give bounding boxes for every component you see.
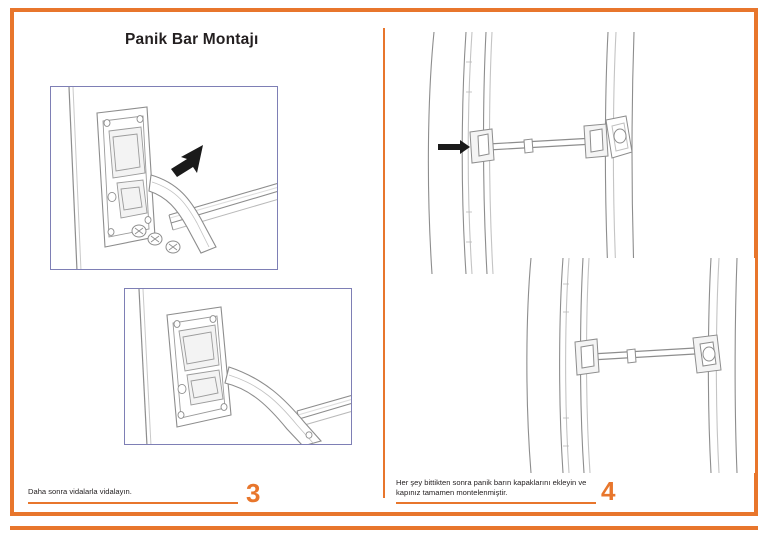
step-3-number: 3 <box>246 478 261 508</box>
step-3-caption <box>28 478 273 514</box>
step-4-caption-text: Her şey bittikten sonra panik barın kapaklarını ekleyin ve kapınız tamamen montelenmiştir. <box>396 478 587 497</box>
arrow-left-icon <box>171 145 203 177</box>
panel-door-finished <box>515 258 755 473</box>
arrow-left-icon <box>438 140 470 154</box>
panel-door-cover-install <box>408 32 670 274</box>
step-4-rule <box>396 502 596 504</box>
step-3-rule <box>28 502 238 504</box>
step-4-caption <box>396 478 656 514</box>
panel-bracket-mounted-detail <box>124 288 352 445</box>
page-title: Panik Bar Montajı <box>125 31 259 48</box>
step-3-caption-text: Daha sonra vidalarla vidalayın. <box>28 487 132 496</box>
page-bottom-rule <box>10 526 758 530</box>
panel-bracket-screws-detail <box>50 86 278 270</box>
column-divider <box>383 28 385 498</box>
step-4-number: 4 <box>601 476 616 506</box>
